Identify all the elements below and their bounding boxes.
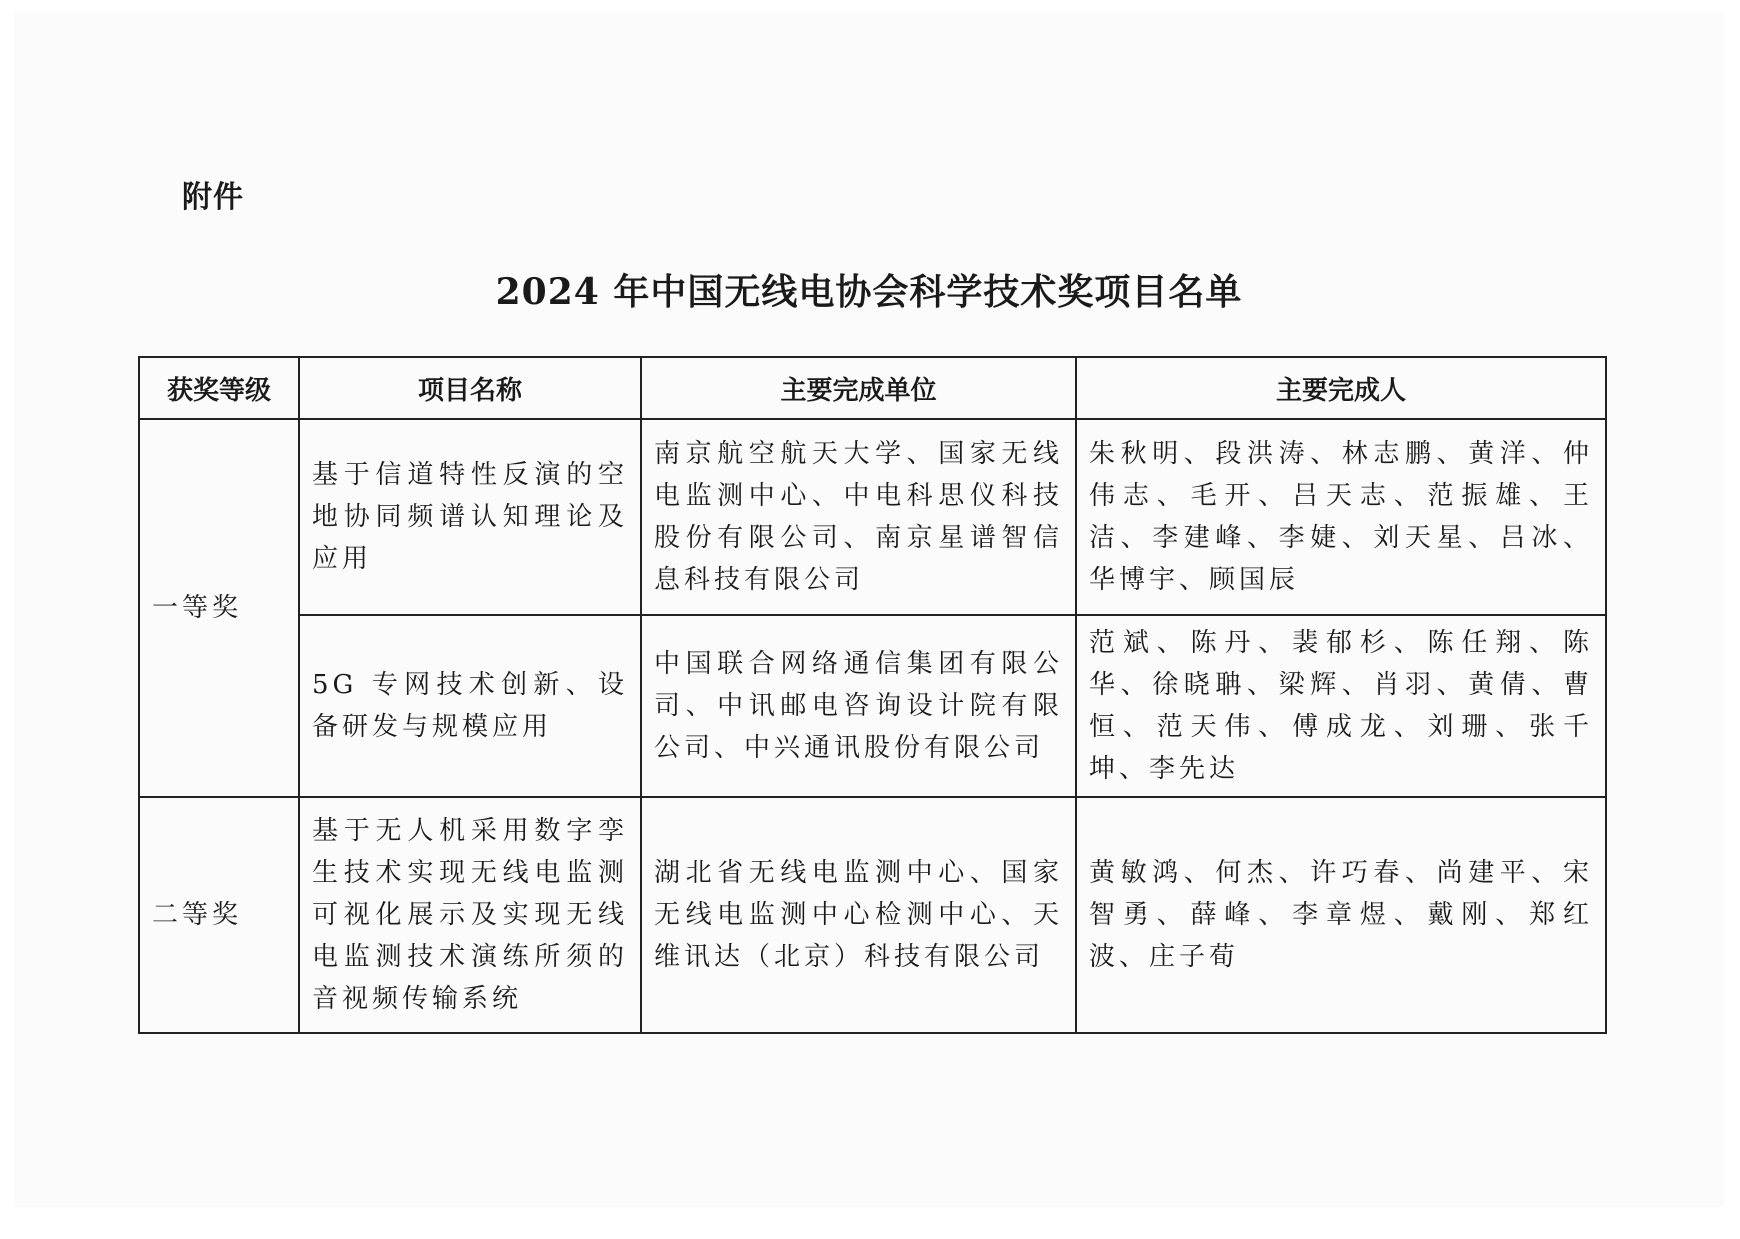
project-name-cell: 基于无人机采用数字孪生技术实现无线电监测可视化展示及实现无线电监测技术演练所须的音视频传输系统 bbox=[299, 797, 641, 1033]
table-row bbox=[139, 615, 1606, 797]
main-units-cell: 南京航空航天大学、国家无线电监测中心、中电科思仪科技股份有限公司、南京星谱智信息科技有限公司 bbox=[641, 419, 1076, 615]
header-award-grade: 获奖等级 bbox=[139, 357, 299, 419]
awards-table bbox=[138, 356, 1607, 1034]
main-units-cell: 湖北省无线电监测中心、国家无线电监测中心检测中心、天维讯达（北京）科技有限公司 bbox=[641, 797, 1076, 1033]
main-people-cell: 黄敏鸿、何杰、许巧春、尚建平、宋智勇、薛峰、李章煜、戴刚、郑红波、庄子荀 bbox=[1076, 797, 1606, 1033]
project-name-cell: 基于信道特性反演的空地协同频谱认知理论及应用 bbox=[299, 419, 641, 615]
header-main-people: 主要完成人 bbox=[1076, 357, 1606, 419]
header-project-name: 项目名称 bbox=[299, 357, 641, 419]
header-main-units: 主要完成单位 bbox=[641, 357, 1076, 419]
document-page bbox=[14, 12, 1724, 1207]
table-row bbox=[139, 797, 1606, 1033]
document-title: 2024 年中国无线电协会科学技术奖项目名单 bbox=[495, 271, 1243, 313]
attachment-label: 附件 bbox=[182, 180, 244, 215]
project-name-cell: 5G 专网技术创新、设备研发与规模应用 bbox=[299, 615, 641, 797]
table-row bbox=[139, 419, 1606, 615]
table-header-row bbox=[139, 357, 1606, 419]
main-people-cell: 范斌、陈丹、裴郁杉、陈任翔、陈华、徐晓聃、梁辉、肖羽、黄倩、曹恒、范天伟、傅成龙、刘珊、张千坤、李先达 bbox=[1076, 615, 1606, 797]
award-grade-cell: 一等奖 bbox=[139, 419, 299, 797]
main-units-cell: 中国联合网络通信集团有限公司、中讯邮电咨询设计院有限公司、中兴通讯股份有限公司 bbox=[641, 615, 1076, 797]
main-people-cell: 朱秋明、段洪涛、林志鹏、黄洋、仲伟志、毛开、吕天志、范振雄、王洁、李建峰、李婕、刘天星、吕冰、华博宇、顾国辰 bbox=[1076, 419, 1606, 615]
award-grade-cell: 二等奖 bbox=[139, 797, 299, 1033]
